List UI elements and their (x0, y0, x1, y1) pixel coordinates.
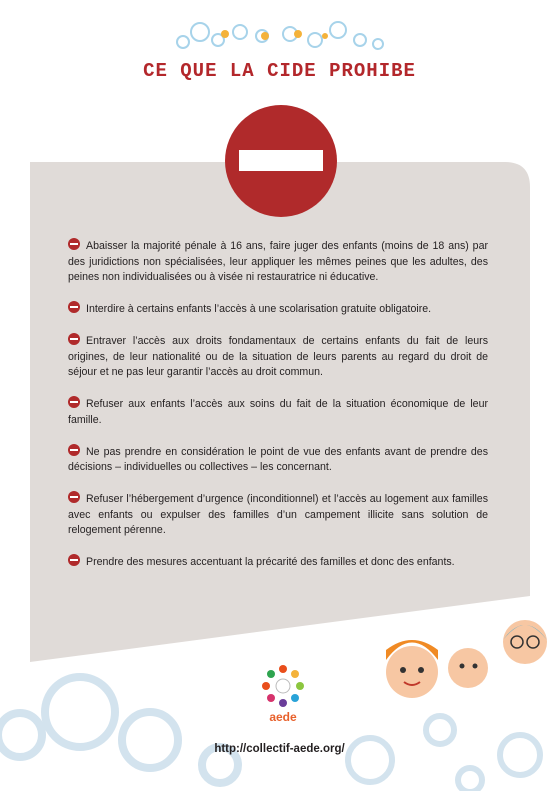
logo-text: aede (269, 710, 297, 724)
list-item-text: Entraver l’accès aux droits fondamentaux de certains enfants du fait de leurs origines, de leur nationalité ou de la situation de leurs parents au regard du droit de séjour et ne pas leur garantir l’accès au droit commun. (68, 335, 488, 378)
no-entry-bullet-icon (68, 238, 80, 250)
no-entry-bullet-icon (68, 444, 80, 456)
top-gears-icon (177, 22, 383, 49)
list-item (68, 396, 488, 428)
list-item-text: Prendre des mesures accentuant la précarité des familles et donc des enfants. (86, 556, 455, 568)
bottom-gears-icon (0, 677, 238, 783)
list-item (68, 333, 488, 381)
list-item (68, 491, 488, 539)
prohibition-list (68, 238, 488, 586)
aede-logo-icon (261, 664, 305, 708)
list-item (68, 301, 488, 318)
list-item (68, 554, 488, 571)
no-entry-bullet-icon (68, 333, 80, 345)
footer-url-link[interactable]: http://collectif-aede.org/ (214, 743, 345, 755)
list-item (68, 238, 488, 286)
list-item-text: Refuser aux enfants l’accès aux soins du fait de la situation économique de leur famille. (68, 398, 488, 426)
no-entry-bullet-icon (68, 301, 80, 313)
no-entry-bullet-icon (68, 396, 80, 408)
list-item-text: Ne pas prendre en considération le point de vue des enfants avant de prendre des décisions – individuelles ou collectives – les concernant. (68, 445, 488, 473)
no-entry-bullet-icon (68, 491, 80, 503)
page-title: CE QUE LA CIDE PROHIBE (143, 60, 416, 82)
list-item-text: Refuser l’hébergement d’urgence (inconditionnel) et l’accès au logement aux familles avec enfants ou expulser des familles d’un campement illicite sans solution de relogement pérenne. (68, 493, 488, 536)
list-item-text: Abaisser la majorité pénale à 16 ans, faire juger des enfants (moins de 18 ans) par des juridictions non spécialisées, leur appliquer les mêmes peines que les adultes, des peines non individualisées ou à visée ni restauratrice ni éducative. (68, 240, 488, 283)
no-entry-icon (225, 105, 337, 217)
list-item (68, 444, 488, 476)
no-entry-bullet-icon (68, 554, 80, 566)
list-item-text: Interdire à certains enfants l’accès à une scolarisation gratuite obligatoire. (86, 303, 432, 315)
children-faces-icon (386, 620, 547, 698)
